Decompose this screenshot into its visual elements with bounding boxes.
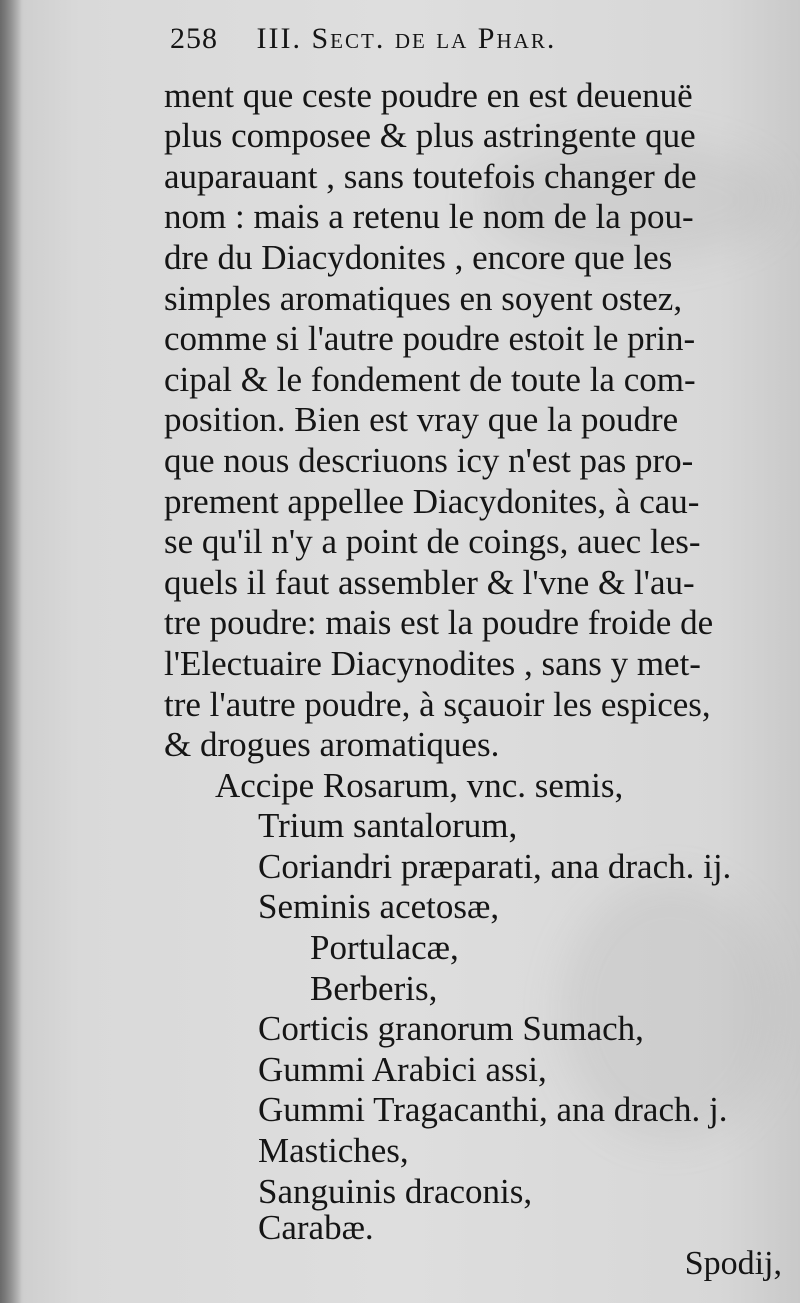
recipe-line: Carabæ. xyxy=(258,1208,374,1247)
recipe-line: Portulacæ, xyxy=(310,928,459,967)
text-line: cipal & le fondement de toute la com- xyxy=(164,360,696,399)
recipe-line: Gummi Arabici assi, xyxy=(258,1050,547,1089)
text-line: simples aromatiques en soyent ostez, xyxy=(164,279,683,318)
text-line: l'Electuaire Diacynodites , sans y met- xyxy=(164,644,701,683)
text-line: plus composee & plus astringente que xyxy=(164,116,696,155)
recipe-line: Coriandri præparati, ana drach. ij. xyxy=(258,847,732,886)
text-line: & drogues aromatiques. xyxy=(164,725,500,764)
recipe-line: Berberis, xyxy=(310,969,438,1008)
running-head xyxy=(170,22,556,56)
text-line: dre du Diacydonites , encore que les xyxy=(164,238,673,277)
recipe-line: Gummi Tragacanthi, ana drach. j. xyxy=(258,1090,728,1129)
text-line: nom : mais a retenu le nom de la pou- xyxy=(164,197,694,236)
text-line: se qu'il n'y a point de coings, auec les- xyxy=(164,522,701,561)
recipe-line: Mastiches, xyxy=(258,1131,409,1170)
recipe-line: Corticis granorum Sumach, xyxy=(258,1009,644,1048)
text-line: auparauant , sans toutefois changer de xyxy=(164,157,697,196)
text-line: quels il faut assembler & l'vne & l'au- xyxy=(164,563,695,602)
catchword: Spodij, xyxy=(684,1245,782,1282)
recipe-line: Trium santalorum, xyxy=(258,806,518,845)
text-line: que nous descriuons icy n'est pas pro- xyxy=(164,441,694,480)
text-line: comme si l'autre poudre estoit le prin- xyxy=(164,319,696,358)
recipe-line: Accipe Rosarum, vnc. semis, xyxy=(215,766,624,805)
gutter-shadow xyxy=(0,0,22,1303)
recipe-line: Sanguinis draconis, xyxy=(258,1172,533,1211)
recipe-line: Seminis acetosæ, xyxy=(258,887,500,926)
section-title: III. Sect. de la Phar. xyxy=(256,22,557,55)
text-line: prement appellee Diacydonites, à cau- xyxy=(164,482,700,521)
page-number: 258 xyxy=(170,22,218,55)
text-line: ment que ceste poudre en est deuenuë xyxy=(164,76,693,115)
text-line: position. Bien est vray que la poudre xyxy=(164,400,679,439)
text-line: tre l'autre poudre, à sçauoir les espices, xyxy=(164,685,711,724)
text-line: tre poudre: mais est la poudre froide de xyxy=(164,603,714,642)
